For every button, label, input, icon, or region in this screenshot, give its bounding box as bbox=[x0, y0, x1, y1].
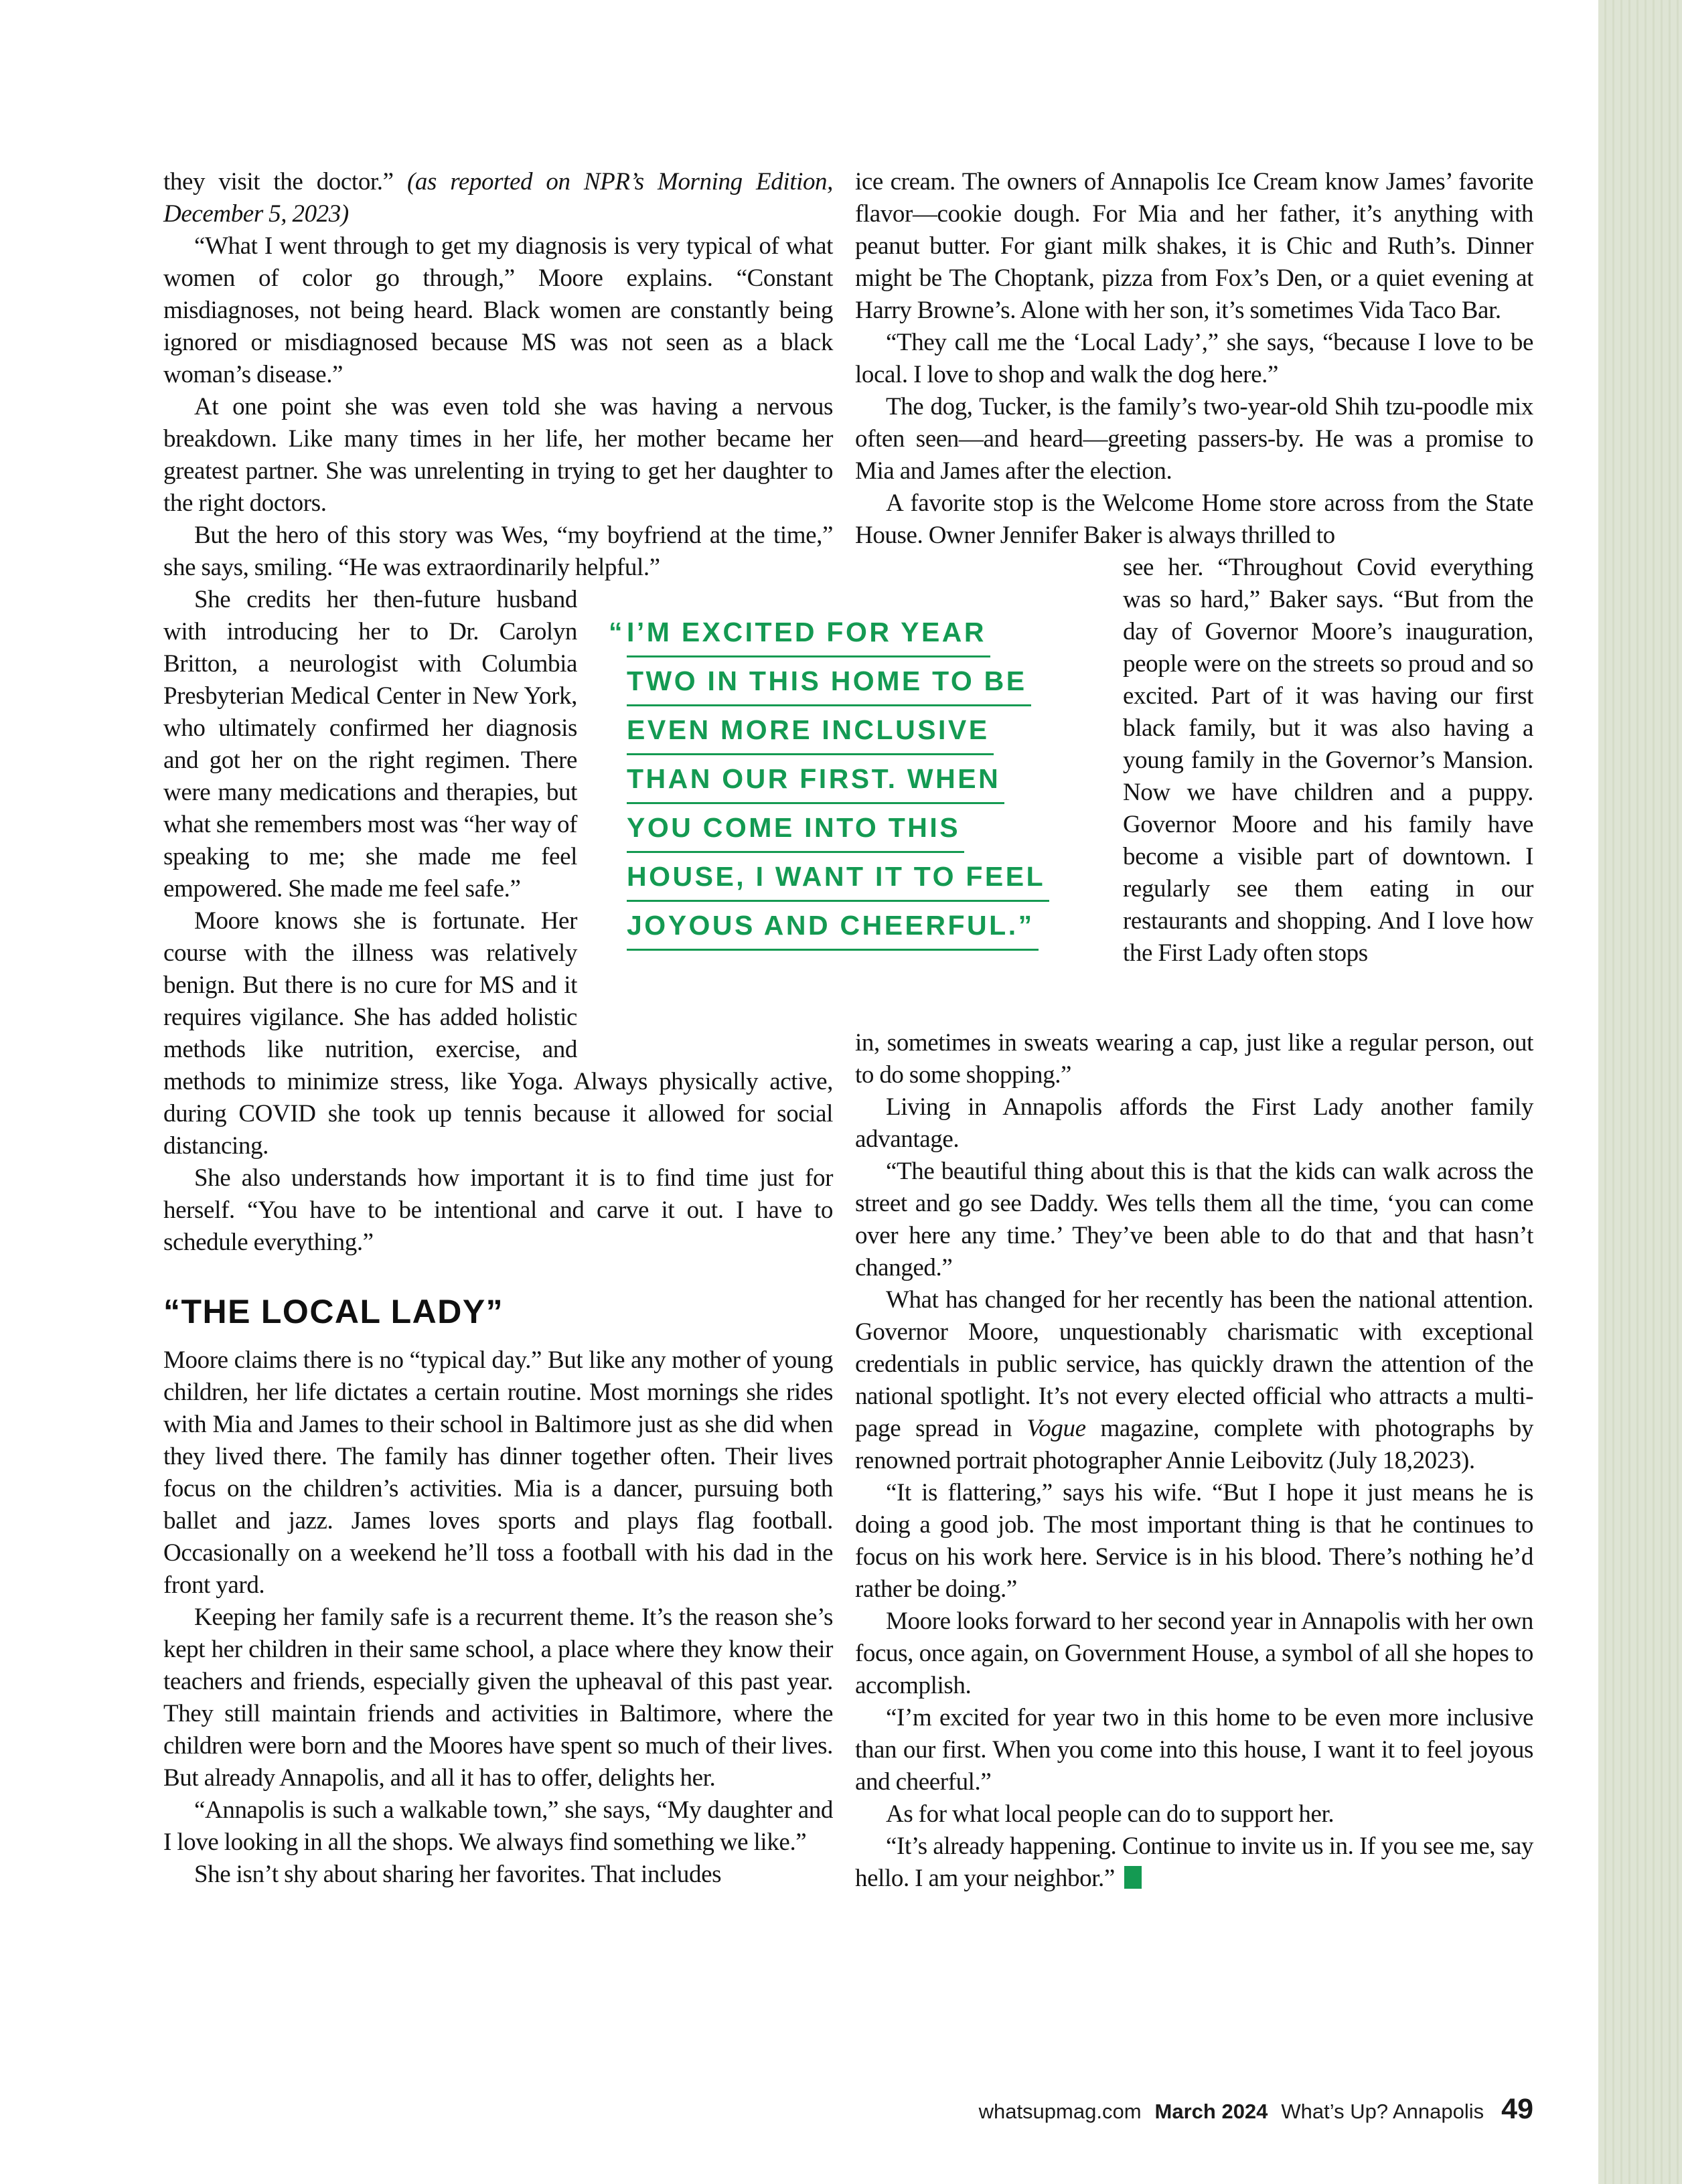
source-credit-italic: (as reported on NPR’s Morning Edition, December 5, 2023) bbox=[163, 168, 834, 228]
page-number: 49 bbox=[1501, 2093, 1533, 2125]
section-heading-the-local-lady: “THE LOCAL LADY” bbox=[163, 1293, 504, 1330]
pull-quote-line: EVEN MORE INCLUSIVE bbox=[627, 716, 994, 755]
paragraph-text: magazine, complete with photographs by renowned portrait photographer Annie Leibovitz (July 18,2023). bbox=[855, 1415, 1533, 1474]
opening-quote-mark: “ bbox=[609, 617, 625, 647]
body-paragraph: “Annapolis is such a walkable town,” she says, “My daughter and I love looking in all the shops. We always find something we like.” bbox=[163, 1796, 833, 1856]
body-paragraph: As for what local people can do to support her. bbox=[886, 1800, 1334, 1828]
pull-quote-line: HOUSE, I WANT IT TO FEEL bbox=[627, 863, 1049, 902]
body-paragraph bbox=[855, 1830, 1533, 1895]
body-paragraph: Moore claims there is no “typical day.” But like any mother of young children, her life dictates a certain routine. Most mornings she rides with Mia and James to their school in Baltimore just as she did when they lived there. The family has dinner together often. Their lives focus on the children’s activities. Mia is a dancer, pursuing both ballet and jazz. James loves sports and plays flag football. Occasionally on a weekend he’ll toss a football with his dad in the front yard. bbox=[163, 1346, 833, 1599]
footer-website: whatsupmag.com bbox=[978, 2100, 1142, 2123]
body-paragraph bbox=[163, 166, 833, 230]
body-paragraph bbox=[855, 1284, 1533, 1477]
body-paragraph: “They call me the ‘Local Lady’,” she says, “because I love to be local. I love to shop and walk the dog here.” bbox=[855, 329, 1533, 388]
body-paragraph-wrapped: see her. “Throughout Covid everything was so hard,” Baker says. “But from the day of Governor Moore’s inauguration, people were on the streets so proud and so excited. Part of it was having our first black family, but it was also having a young family in the Governor’s Mansion. Now we have children and a puppy. Governor Moore and his family have become a visible part of downtown. I regularly see them eating in our restaurants and shopping. And I love how the First Lady often stops bbox=[1123, 554, 1533, 967]
body-paragraph: She also understands how important it is to find time just for herself. “You have to be intentional and carve it out. I have to schedule everything.” bbox=[163, 1164, 833, 1256]
body-paragraph: Keeping her family safe is a recurrent theme. It’s the reason she’s kept her children in their same school, a place where they know their teachers and friends, especially given the upheaval of this past year. They still maintain friends and activities in Baltimore, where the children were born and the Moores have spent so much of their lives. But already Annapolis, and all it has to offer, delights her. bbox=[163, 1604, 833, 1792]
pull-quote-line: JOYOUS AND CHEERFUL.” bbox=[627, 912, 1039, 951]
paragraph-text: “It’s already happening. Continue to invite us in. If you see me, say hello. I am your neighbor.” bbox=[855, 1832, 1533, 1892]
left-column bbox=[163, 166, 1046, 1891]
body-paragraph: At one point she was even told she was having a nervous breakdown. Like many times in her life, her mother became her greatest partner. She was unrelenting in trying to get her daughter to the right doctors. bbox=[163, 393, 833, 517]
end-of-article-marker bbox=[1124, 1866, 1142, 1889]
body-paragraph: in, sometimes in sweats wearing a cap, just like a regular person, out to do some shopping.” bbox=[855, 1029, 1533, 1089]
body-paragraph: “It is flattering,” says his wife. “But I hope it just means he is doing a good job. The most important thing is that he continues to focus on his work here. Service is in his blood. There’s nothing he’d rather be doing.” bbox=[855, 1479, 1533, 1603]
body-paragraph: But the hero of this story was Wes, “my boyfriend at the time,” she says, smiling. “He was extraordinarily helpful.” bbox=[163, 522, 833, 581]
body-paragraph: Living in Annapolis affords the First Lady another family advantage. bbox=[855, 1093, 1533, 1153]
right-column bbox=[855, 166, 1533, 1895]
decorative-edge-stripe bbox=[1598, 0, 1682, 2184]
body-paragraph: “The beautiful thing about this is that the kids can walk across the street and go see Daddy. Wes tells them all the time, ‘you can come over here any time.’ They’ve been able to do that and that hasn’t changed.” bbox=[855, 1158, 1533, 1281]
pull-quote-reserved-space bbox=[577, 584, 1046, 1052]
pull-quote-line: THAN OUR FIRST. WHEN bbox=[627, 765, 1004, 804]
body-paragraph: “What I went through to get my diagnosis is very typical of what women of color go through,” Moore explains. “Constant misdiagnoses, not being heard. Black women are constantly being ignored or misdiagnosed because MS was not seen as a black woman’s disease.” bbox=[163, 232, 833, 388]
page-footer bbox=[979, 2093, 1533, 2126]
footer-issue-date: March 2024 bbox=[1154, 2100, 1268, 2123]
footer-publication-name: What’s Up? Annapolis bbox=[1281, 2100, 1484, 2123]
body-paragraph: Moore knows she is fortunate. Her course with the illness was relatively benign. But there is no cure for MS and it requires vigilance. She has added holistic methods like nutrition, exercise, and methods to minimize stress, like Yoga. Always physically active, during COVID she took up tennis because it allowed for social distancing. bbox=[163, 907, 833, 1160]
body-paragraph: “I’m excited for year two in this home to be even more inclusive than our first. When you come into this house, I want it to feel joyous and cheerful.” bbox=[855, 1704, 1533, 1796]
pull-quote-line: YOU COME INTO THIS bbox=[627, 814, 964, 853]
pull-quote-line: TWO IN THIS HOME TO BE bbox=[627, 668, 1031, 706]
pull-quote-line-text: I’M EXCITED FOR YEAR bbox=[627, 617, 987, 647]
body-paragraph: She isn’t shy about sharing her favorites. That includes bbox=[194, 1861, 722, 1888]
paragraph-text: What has changed for her recently has been the national attention. Governor Moore, unquestionably charismatic with exceptional credentials in public service, has quickly drawn the attention of the national spotlight. It’s not every elected official who attracts a multi-page spread in bbox=[855, 1286, 1533, 1442]
body-paragraph: Moore looks forward to her second year in Annapolis with her own focus, once again, on Government House, a symbol of all she hopes to accomplish. bbox=[855, 1608, 1533, 1699]
magazine-name-italic: Vogue bbox=[1026, 1415, 1086, 1442]
paragraph-text: they visit the doctor.” bbox=[163, 168, 407, 196]
body-paragraph: ice cream. The owners of Annapolis Ice Cream know James’ favorite flavor—cookie dough. For Mia and her father, it’s anything with peanut butter. For giant milk shakes, it is Chic and Ruth’s. Dinner might be The Choptank, pizza from Fox’s Den, or a quiet evening at Harry Browne’s. Alone with her son, it’s sometimes Vida Taco Bar. bbox=[855, 168, 1533, 324]
body-paragraph: The dog, Tucker, is the family’s two-year-old Shih tzu-poodle mix often seen—and heard—greeting passers-by. He was a promise to Mia and James after the election. bbox=[855, 393, 1533, 485]
body-paragraph: A favorite stop is the Welcome Home store across from the State House. Owner Jennifer Baker is always thrilled to bbox=[855, 489, 1533, 549]
body-paragraph: She credits her then-future husband with introducing her to Dr. Carolyn Britton, a neurologist with Columbia Presbyterian Medical Center in New York, who ultimately confirmed her diagnosis and got her on the right regimen. There were many medications and therapies, but what she remembers most was “her way of speaking to me; she made me feel empowered. She made me feel safe.” bbox=[163, 586, 577, 903]
